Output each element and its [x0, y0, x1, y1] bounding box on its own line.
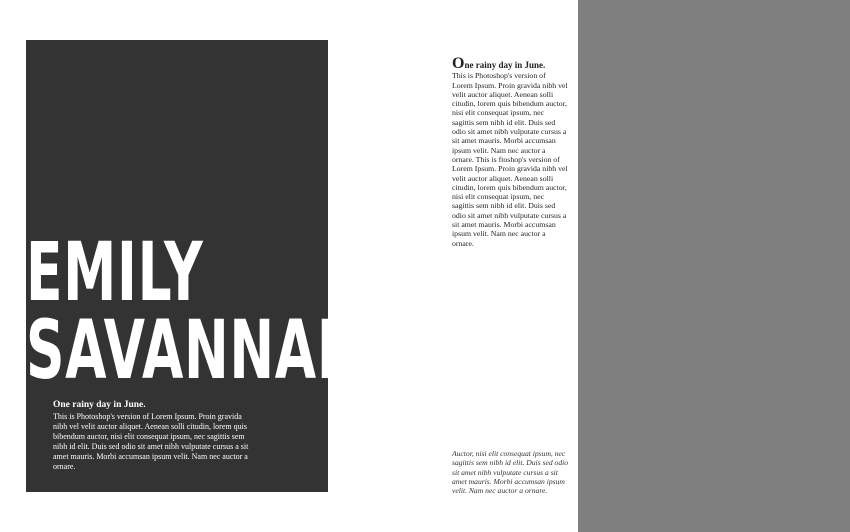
- article-heading: [452, 55, 568, 72]
- gray-side-panel: [578, 0, 850, 532]
- article-body-text: This is Photoshop's version of Lorem Ipsum. Proin gravida nibh vel velit auctor aliquet. Aenean solli citudin, lorem quis bibendum auctor, nisi elit consequat ipsum, nec sagittis sem nibh id elit. Duis sed odio sit amet nibh vulputate cursus a sit amet mauris. Morbi accumsan ipsum velit. Nam nec auctor a ornare. This is ftoshop's version of Lorem Ipsum. Proin gravida nibh vel velit auctor aliquet. Aenean solli citudin, lorem quis bibendum auctor, nisi elit consequat ipsum, nec sagittis sem nibh id elit. Duis sed odio sit amet nibh vulputate cursus a sit amet mauris. Morbi accumsan ipsum velit. Nam nec auctor a ornare.: [452, 71, 568, 248]
- drop-cap: O: [452, 55, 465, 72]
- article-heading-text: ne rainy day in June.: [464, 60, 546, 70]
- cover-heading: One rainy day in June.: [53, 400, 146, 410]
- italic-caption: Auctor, nisi elit consequat ipsum, nec sagittis sem nibh id elit. Duis sed odio sit amet nibh vulputate cursus a sit amet mauris. Morbi accumsan ipsum velit. Nam nec auctor a ornare.: [452, 449, 569, 496]
- cover-name-last: SAVANNAH: [26, 304, 363, 398]
- cover-body-text: This is Photoshop's version of Lorem Ipsum. Proin gravida nibh vel velit auctor aliquet. Aenean solli citudin, lorem quis bibendum auctor, nisi elit consequat ipsum, nec sagittis sem nibh id elit. Duis sed odio sit amet nibh vulputate cursus a sit amet mauris. Morbi accumsan ipsum velit. Nam nec auctor a ornare.: [53, 412, 249, 471]
- cover-name-first: EMILY: [26, 226, 204, 320]
- cover-block: [26, 40, 363, 492]
- article-column: [452, 55, 568, 248]
